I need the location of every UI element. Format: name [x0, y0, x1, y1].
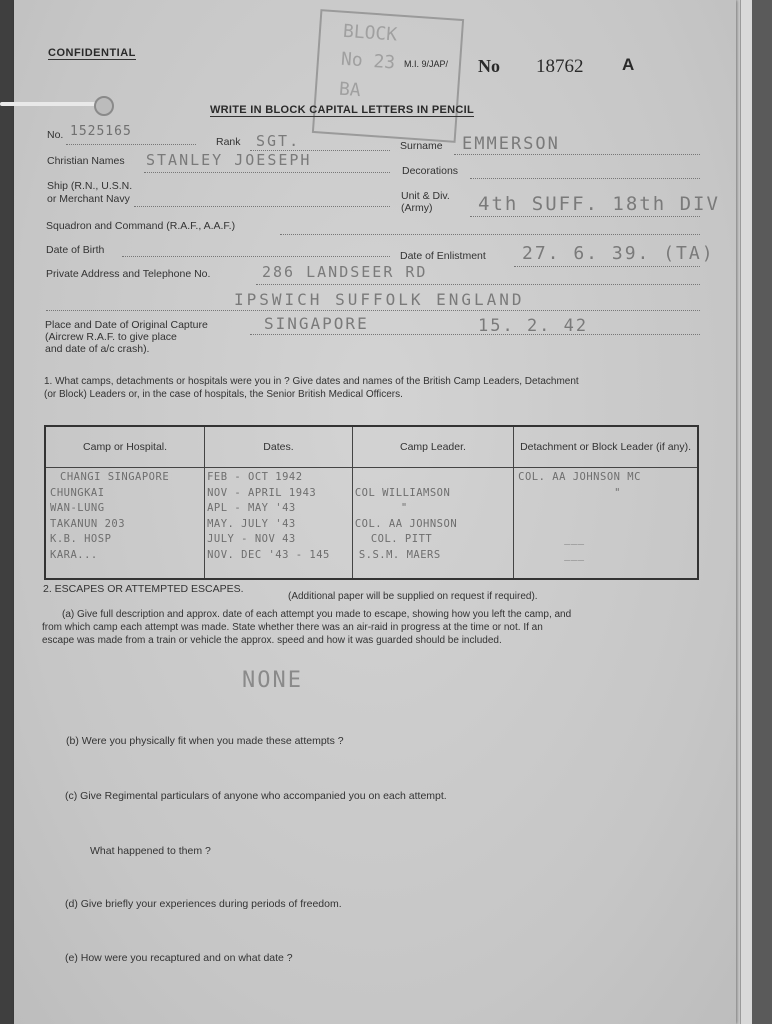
address-line-2: IPSWICH SUFFOLK ENGLAND [234, 290, 525, 309]
ref-code: M.I. 9/JAP/ [404, 59, 449, 69]
table-cell: COL WILLIAMSON [354, 486, 451, 499]
unit-label-2: (Army) [401, 202, 433, 214]
capture-label-2: (Aircrew R.A.F. to give place [45, 331, 177, 343]
question-2-note: (Additional paper will be supplied on request if required). [288, 591, 538, 602]
table-cell [353, 470, 513, 486]
rank-value: SGT. [256, 132, 301, 150]
tag-string [0, 102, 108, 106]
table-cell: MAY. JULY '43 [207, 517, 296, 530]
leaders-column [352, 468, 513, 580]
table-cell: NOV. DEC '43 - 145 [207, 548, 330, 561]
enlistment-label: Date of Enlistment [400, 250, 486, 262]
form-suffix: A [622, 55, 635, 74]
table-cell: " [400, 502, 408, 514]
camps-table [44, 425, 699, 580]
question-2e: (e) How were you recaptured and on what date ? [65, 952, 293, 964]
stamp-line-3: BA [338, 78, 362, 102]
capture-label-3: and date of a/c crash). [45, 343, 150, 355]
question-2a-line-3: escape was made from a train or vehicle the approx. speed and how it was guarded should be included. [42, 635, 502, 646]
table-header-block-leader: Detachment or Block Leader (if any). [514, 426, 698, 468]
ship-label-2: or Merchant Navy [47, 193, 130, 205]
table-cell: COL. AA JOHNSON MC [518, 471, 641, 483]
question-2c-followup: What happened to them ? [90, 845, 211, 857]
table-header-dates: Dates. [205, 426, 353, 468]
enlistment-value: 27. 6. 39. (TA) [522, 243, 715, 264]
escape-answer: NONE [242, 668, 303, 693]
question-2-title: 2. ESCAPES OR ATTEMPTED ESCAPES. [43, 583, 244, 595]
christian-names-value: STANLEY JOESEPH [146, 151, 312, 169]
question-2a-line-1: (a) Give full description and approx. date of each attempt you made to escape, showing how you left the camp, and [62, 609, 572, 620]
squadron-label: Squadron and Command (R.A.F., A.A.F.) [46, 220, 236, 232]
form-number: 18762 [536, 56, 584, 77]
capture-label-1: Place and Date of Original Capture [45, 319, 208, 331]
table-cell: TAKANUN 203 [50, 517, 126, 530]
table-cell: JULY - NOV 43 [207, 533, 296, 545]
table-cell: CHANGI SINGAPORE [60, 471, 170, 483]
table-cell: S.S.M. MAERS [358, 548, 441, 561]
table-header-camp: Camp or Hospital. [45, 426, 205, 468]
question-1-line-2: (or Block) Leaders or, in the case of hospitals, the Senior British Medical Officers. [44, 389, 403, 400]
table-cell: K.B. HOSP [50, 533, 112, 545]
address-label: Private Address and Telephone No. [46, 268, 211, 280]
table-cell: ___ [564, 548, 585, 561]
question-2d: (d) Give briefly your experiences during periods of freedom. [65, 898, 342, 910]
surname-value: EMMERSON [462, 134, 560, 154]
table-cell: " [614, 486, 621, 499]
table-header-leader: Camp Leader. [352, 426, 513, 468]
backing-shadow [752, 0, 772, 1024]
rank-label: Rank [216, 136, 241, 148]
table-cell: KARA... [50, 548, 98, 561]
table-cell: COL. PITT [370, 533, 433, 545]
question-2b: (b) Were you physically fit when you made these attempts ? [66, 735, 344, 747]
table-cell: NOV - APRIL 1943 [207, 486, 317, 499]
table-cell [514, 501, 697, 517]
table-cell: WAN-LUNG [50, 502, 105, 514]
unit-value: 4th SUFF. 18th DIV [478, 193, 720, 215]
block-leaders-column [514, 468, 698, 580]
punch-hole-grommet [94, 96, 114, 116]
decorations-label: Decorations [402, 165, 459, 177]
dates-column [205, 468, 353, 580]
no-value: 1525165 [70, 124, 132, 139]
number-label: No [478, 56, 500, 76]
table-cell: ___ [564, 533, 585, 545]
question-1-line-1: 1. What camps, detachments or hospitals were you in ? Give dates and names of the British Camp Leaders, Detachment [44, 376, 579, 387]
capture-date: 15. 2. 42 [478, 316, 589, 336]
confidential-label: CONFIDENTIAL [48, 47, 136, 59]
surname-label: Surname [400, 140, 443, 152]
christian-names-label: Christian Names [47, 155, 125, 167]
question-2a-line-2: from which camp each attempt was made. State whether there was an air-raid in progress at the time or not. If an [42, 622, 543, 633]
dob-label: Date of Birth [46, 244, 105, 256]
unit-label-1: Unit & Div. [401, 190, 450, 202]
table-cell: CHUNGKAI [50, 486, 105, 499]
capture-place: SINGAPORE [264, 314, 369, 333]
stamp-line-1: BLOCK [342, 20, 398, 46]
question-2c: (c) Give Regimental particulars of anyone who accompanied you on each attempt. [65, 790, 447, 802]
table-cell [514, 517, 697, 533]
no-label: No. [47, 129, 64, 141]
ship-label-1: Ship (R.N., U.S.N. [47, 180, 133, 192]
instruction-heading: WRITE IN BLOCK CAPITAL LETTERS IN PENCIL [210, 104, 474, 116]
table-cell: APL - MAY '43 [207, 502, 296, 514]
camps-column [45, 468, 205, 580]
table-cell: COL. AA JOHNSON [354, 517, 458, 530]
stamp-line-2: No 23 [340, 48, 396, 74]
table-cell: FEB - OCT 1942 [207, 471, 303, 483]
block-stamp [312, 9, 464, 143]
address-line-1: 286 LANDSEER RD [262, 263, 428, 281]
